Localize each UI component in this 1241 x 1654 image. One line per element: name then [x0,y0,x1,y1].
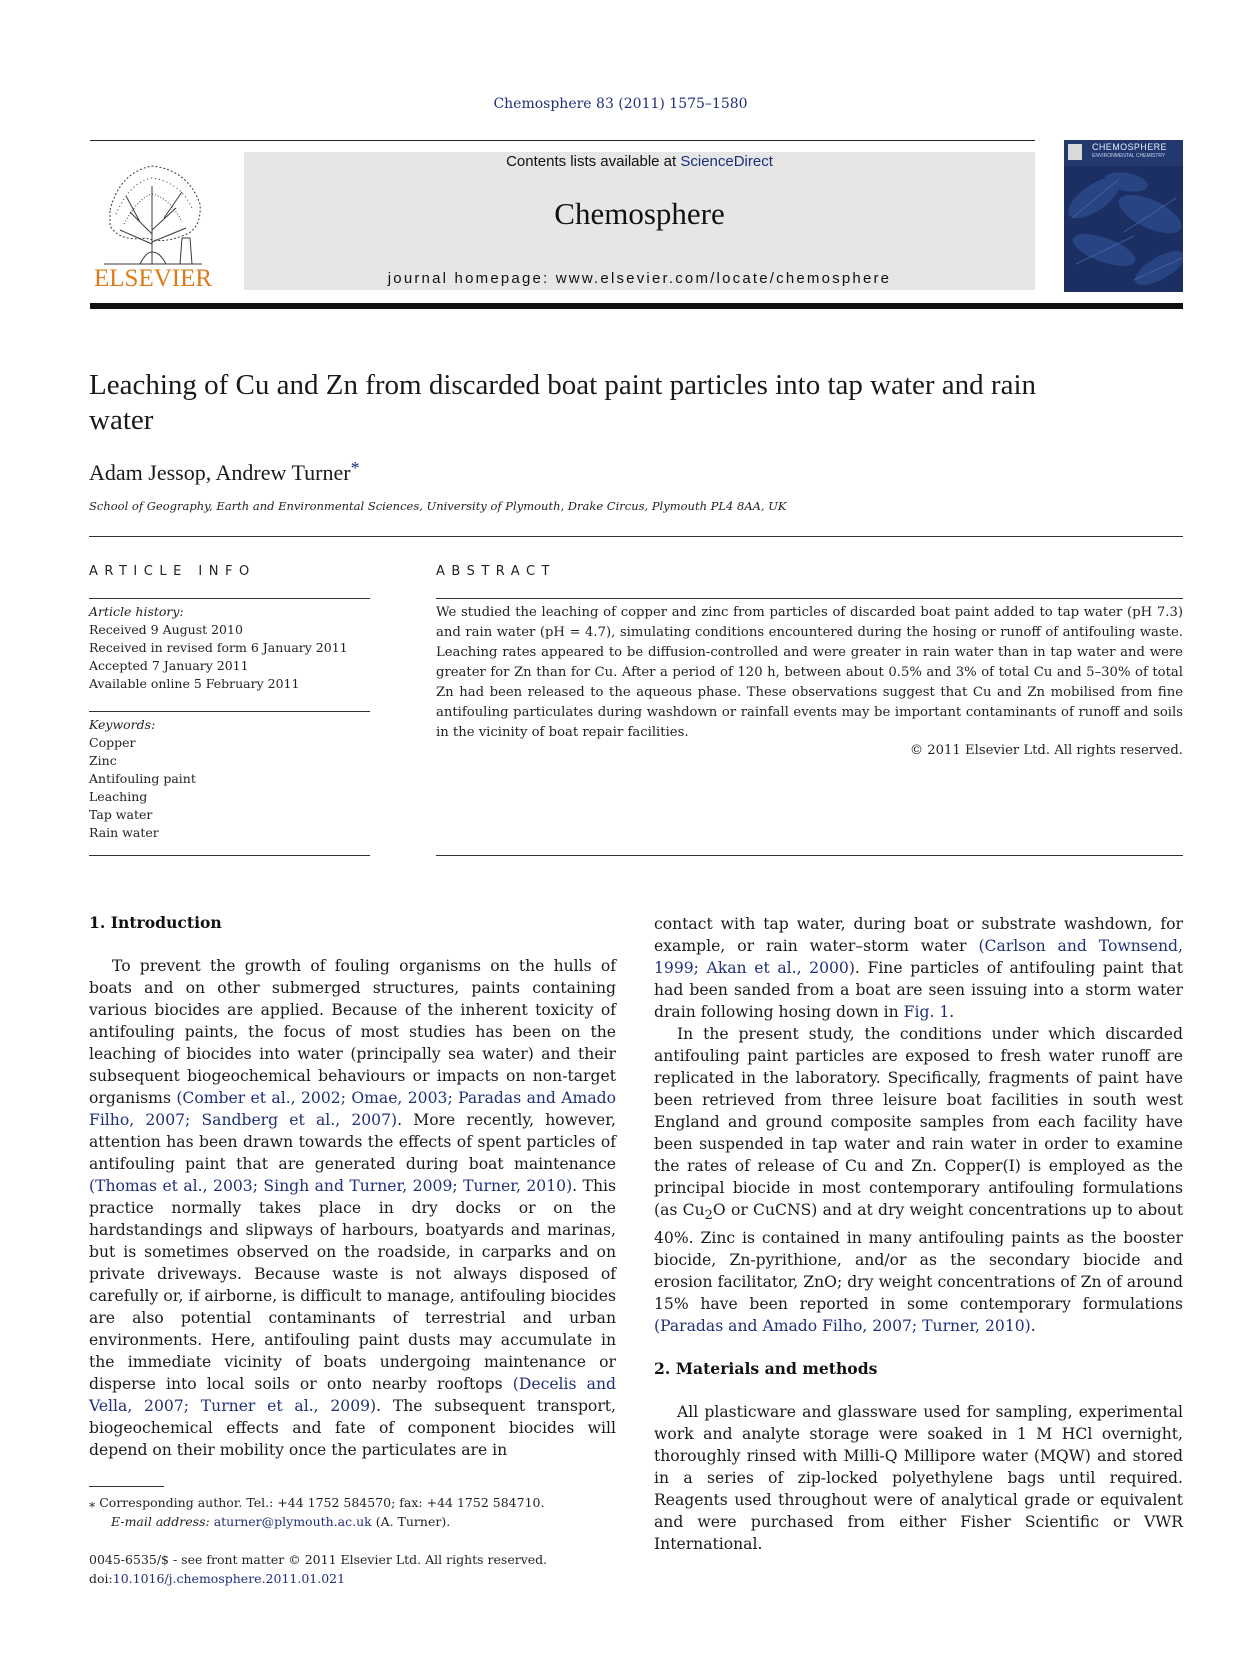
cover-subtitle: ENVIRONMENTAL CHEMISTRY [1092,153,1166,159]
citation-link[interactable]: (Carlson and Townsend, 1999; Akan et al., 2000) [654,937,1183,977]
doi-line [89,1569,689,1588]
authors-names: Adam Jessop, Andrew Turner [89,460,351,485]
article-info-rule [89,711,370,712]
paragraph [654,913,1183,1023]
text-run: contact with tap water, during boat or substrate washdown, for example, or rain water–storm water [654,915,1183,955]
contents-line [244,153,1035,170]
text-run: To prevent the growth of fouling organisms on the hulls of boats and on other submerged structures, paints containing various biocides are applied. Because of the inherent toxicity of antifouling paints, the focus of most studies has been on the leaching of biocides into water (principally sea water) and their subsequent biogeochemical behaviours or impacts on non-target organisms [89,957,616,1107]
front-matter [89,1550,689,1588]
cover-title: CHEMOSPHERE [1092,142,1167,152]
abstract-heading: ABSTRACT [436,564,556,579]
keyword: Tap water [89,807,153,822]
introduction-text [89,955,616,1461]
figure-link[interactable]: Fig. 1 [903,1003,950,1021]
text-run: In the present study, the conditions under which discarded antifouling paint particles are exposed to fresh water runoff are replicated in the laboratory. Specifically, fragments of paint have been retrieved from three leisure boat facilities in south west England and ground composite samples from each facility have been suspended in tap water and rain water in order to examine the rates of release of Cu and Zn. Copper(I) is employed as the principal biocide in most contemporary antifouling formulations (as Cu [654,1025,1183,1219]
author-list [89,458,360,486]
text-run: . This practice normally takes place in dry docks or on the hardstandings and slipways of harbours, boatyards and marinas, but is sometimes observed on the roadside, in carparks and on private driveways. Because waste is not always disposed of carefully or, if airborne, is difficult to manage, antifouling biocides are also potential contaminants of terrestrial and urban environments. Here, antifouling paint dusts may accumulate in the immediate vicinity of boats undergoing maintenance or disperse into local soils or onto nearby rooftops [89,1177,616,1393]
contents-prefix: Contents lists available at [506,153,681,170]
keywords-list [89,716,370,842]
footnote-text: Corresponding author. Tel.: +44 1752 584570; fax: +44 1752 584710. [99,1495,545,1510]
article-history [89,603,370,693]
article-title: Leaching of Cu and Zn from discarded boat paint particles into tap water and rain water [89,369,1037,436]
text-run: O or CuCNS) and at dry weight concentrations up to about 40%. Zinc is contained in many antifouling paints as the booster biocide, Zn-pyrithione, and/or as the secondary biocide and erosion facilitator, ZnO; dry weight concentrations of Zn of around 15% have been reported in some contemporary formulations [654,1201,1183,1314]
history-label: Article history: [89,604,184,619]
corresponding-author-footnote [89,1493,649,1531]
footnote-rule [89,1486,164,1487]
article-info-heading: ARTICLE INFO [89,564,256,579]
sciencedirect-link[interactable]: ScienceDirect [680,153,773,170]
journal-cover-image [1064,140,1183,292]
corresponding-author-mark[interactable]: * [350,458,360,478]
cover-leaves-image [1064,140,1183,292]
keyword: Rain water [89,825,159,840]
journal-homepage[interactable]: journal homepage: www.elsevier.com/locate/chemosphere [387,270,892,287]
footnote-line [89,1493,649,1512]
text-run: . More recently, however, attention has been drawn towards the effects of spent particles of antifouling paint that are generated during boat maintenance [89,1111,616,1173]
elsevier-wordmark: ELSEVIER [94,265,213,292]
email-link[interactable]: aturner@plymouth.ac.uk [213,1514,372,1529]
article-info-rule [89,855,370,856]
email-suffix: (A. Turner). [371,1514,451,1529]
subscript: 2 [704,1208,713,1224]
text-run: . [949,1003,955,1021]
history-item: Received in revised form 6 January 2011 [89,640,348,655]
abstract-text: We studied the leaching of copper and zinc from particles of discarded boat paint added to tap water (pH 7.3) and rain water (pH = 4.7), simulating conditions encountered during the hosing or runoff of antifouling waste. Leaching rates appeared to be diffusion-controlled and were greater in rain water than in tap water and were greater for Zn than for Cu. After a period of 120 h, between about 0.5% and 3% of total Cu and 5–30% of total Zn had been released to the aqueous phase. These observations suggest that Cu and Zn mobilised from fine antifouling particulates during washdown or rainfall events may be important contaminants of runoff and soils in the vicinity of boat repair facilities. [436,605,1183,740]
keyword: Antifouling paint [89,771,196,786]
history-item: Available online 5 February 2011 [89,676,300,691]
citation-link[interactable]: (Comber et al., 2002; Omae, 2003; Paradas and Amado Filho, 2007; Sandberg et al., 2007) [89,1089,616,1129]
front-matter-line: 0045-6535/$ - see front matter © 2011 Elsevier Ltd. All rights reserved. [89,1552,548,1567]
text-run: . Fine particles of antifouling paint that had been sanded from a boat are seen issuing into a storm water drain following hosing down in [654,959,1183,1021]
elsevier-logo [90,152,220,292]
doi-link[interactable]: 10.1016/j.chemosphere.2011.01.021 [112,1571,346,1586]
keywords-label: Keywords: [89,717,156,732]
history-item: Received 9 August 2010 [89,622,243,637]
abstract-rule [436,598,1183,599]
journal-citation-link[interactable]: Chemosphere 83 (2011) 1575–1580 [493,96,748,112]
citation-link[interactable]: (Paradas and Amado Filho, 2007; Turner, 2010) [654,1317,1031,1336]
keyword: Leaching [89,789,148,804]
author-affiliation: School of Geography, Earth and Environmental Sciences, University of Plymouth, Drake Circus, Plymouth PL4 8AA, UK [89,499,787,513]
citation-link[interactable]: (Decelis and Vella, 2007; Turner et al., 2009) [89,1375,616,1415]
citation-link[interactable]: (Thomas et al., 2003; Singh and Turner, 2009; Turner, 2010) [89,1177,573,1195]
methods-text [654,1401,1183,1555]
methods-heading: 2. Materials and methods [654,1359,878,1378]
header-rule [90,140,1035,141]
footnote-mark: ⁎ [89,1495,96,1510]
abstract-copyright: © 2011 Elsevier Ltd. All rights reserved. [909,743,1183,758]
paragraph [89,955,616,1461]
history-item: Accepted 7 January 2011 [89,658,249,673]
text-run: . [1030,1317,1036,1336]
email-label: E-mail address: [111,1514,214,1529]
introduction-heading: 1. Introduction [89,913,222,932]
affiliation-rule [89,536,1183,537]
text-run: . The subsequent transport, biogeochemical effects and fate of component biocides will depend on their mobility once the particulates are in [89,1397,616,1459]
keyword: Copper [89,735,136,750]
doi-label: doi: [89,1571,113,1586]
keyword: Zinc [89,753,117,768]
header-thick-rule [90,303,1183,309]
article-info-rule [89,598,370,599]
journal-name: Chemosphere [554,196,725,231]
abstract-rule [436,855,1183,856]
paragraph: All plasticware and glassware used for sampling, experimental work and analyte storage were soaked in 1 M HCl overnight, thoroughly rinsed with Milli-Q Millipore water (MQW) and stored in a series of zip-locked polyethylene bags until required. Reagents used throughout were of analytical grade or equivalent and were purchased from either Fisher Scientific or VWR International. [654,1403,1183,1553]
introduction-continued [654,913,1183,1337]
paragraph [654,1023,1183,1337]
footnote-line [89,1512,649,1531]
